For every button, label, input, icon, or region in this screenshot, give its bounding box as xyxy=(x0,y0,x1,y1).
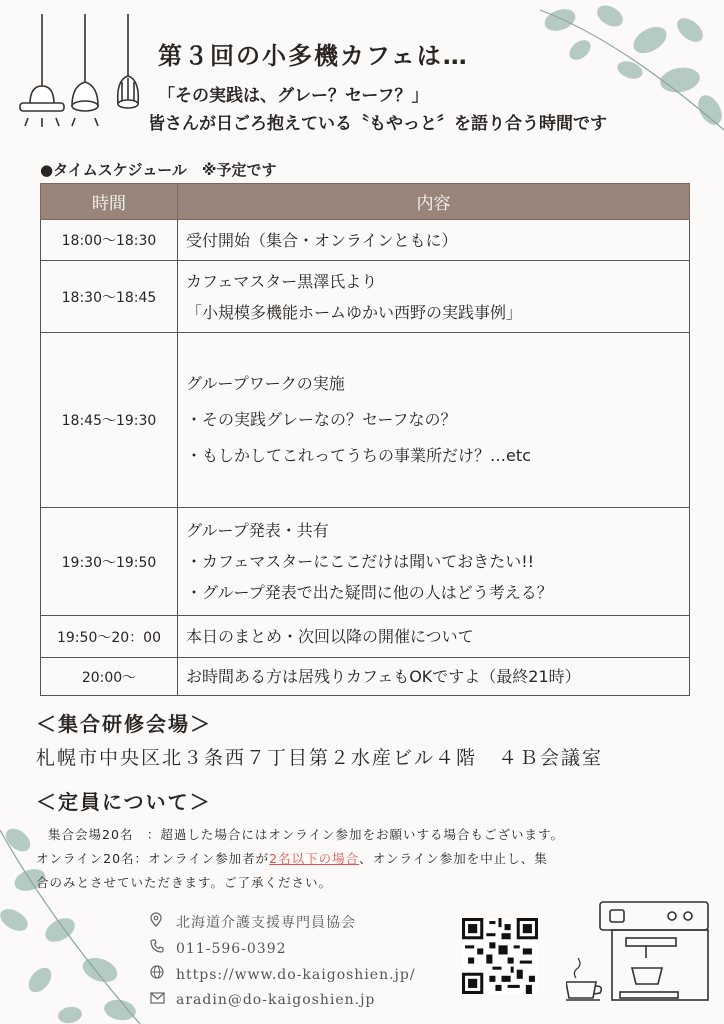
content-line: 「小規模多機能ホームゆかい西野の実践事例」 xyxy=(186,302,523,322)
table-header-row xyxy=(41,184,690,220)
subtitle-description: 皆さんが日ごろ抱えている〝もやっと〞を語り合う時間です xyxy=(148,114,607,134)
row-content xyxy=(178,508,690,616)
row-time: 20:00〜 xyxy=(41,658,178,696)
row-content xyxy=(178,220,690,261)
content-line: ・もしかしてこれってうちの事業所だけ？…etc xyxy=(186,446,531,465)
phone-icon xyxy=(150,939,168,957)
row-time: 18:30〜18:45 xyxy=(41,261,178,333)
capacity-line xyxy=(36,847,688,871)
content-line: ・グループ発表で出た疑問に他の人はどう考える？ xyxy=(186,583,553,602)
capacity-text-segment: オンライン20名：オンライン参加者が xyxy=(36,851,270,866)
table-row xyxy=(41,261,690,333)
table-row xyxy=(41,658,690,696)
row-content xyxy=(178,658,690,696)
table-row xyxy=(41,508,690,616)
capacity-line: 集合会場20名 ：超過した場合にはオンライン参加をお願いする場合もございます。 xyxy=(48,827,565,842)
row-time: 19:30〜19:50 xyxy=(41,508,178,616)
row-time: 18:00〜18:30 xyxy=(41,220,178,261)
qr-code[interactable] xyxy=(462,918,538,994)
table-row xyxy=(41,616,690,658)
content-line: カフェマスター黒澤氏より xyxy=(186,271,378,291)
capacity-line: 合のみとさせていただきます。ご了承ください。 xyxy=(36,875,333,890)
contact-website xyxy=(150,965,416,983)
capacity-highlight: 2名以下の場合 xyxy=(269,851,360,866)
column-header-time: 時間 xyxy=(41,184,178,220)
website-url[interactable]: https://www.do-kaigoshien.jp/ xyxy=(176,967,416,983)
page-title: 第３回の小多機カフェは… xyxy=(158,42,469,70)
email-address[interactable]: aradin@do-kaigoshien.jp xyxy=(176,992,376,1008)
location-pin-icon xyxy=(150,912,168,931)
subtitle-question: 「その実践は、グレー？セーフ？」 xyxy=(158,86,429,106)
contact-email xyxy=(150,992,375,1008)
organization-name: 北海道介護支援専門員協会 xyxy=(176,915,356,931)
coffee-machine-illustration xyxy=(566,898,716,1008)
contact-phone xyxy=(150,939,287,957)
row-content xyxy=(178,333,690,508)
row-time: 19:50〜20：00 xyxy=(41,616,178,658)
row-content xyxy=(178,616,690,658)
content-line: 本日のまとめ・次回以降の開催について xyxy=(186,627,474,646)
content-line: 受付開始（集合・オンラインともに） xyxy=(186,230,458,250)
mail-icon xyxy=(150,992,168,1008)
capacity-text xyxy=(36,823,688,895)
content-line: ・カフェマスターにここだけは聞いておきたい!! xyxy=(186,552,535,571)
globe-icon xyxy=(150,965,168,983)
pendant-lamps-illustration xyxy=(12,14,152,129)
phone-number: 011-596-0392 xyxy=(176,941,287,957)
table-row xyxy=(41,220,690,261)
row-time: 18:45〜19:30 xyxy=(41,333,178,508)
content-line: ・その実践グレーなの？セーフなの？ xyxy=(186,410,457,429)
venue-address: 札幌市中央区北３条西７丁目第２水産ビル４階 ４Ｂ会議室 xyxy=(36,747,604,769)
column-header-content: 内容 xyxy=(178,184,690,220)
content-line: グループワークの実施 xyxy=(186,374,345,393)
schedule-label: ●タイムスケジュール ※予定です xyxy=(40,161,277,179)
content-line: グループ発表・共有 xyxy=(186,521,329,540)
capacity-heading: ＜定員について＞ xyxy=(36,790,212,814)
schedule-table xyxy=(40,183,690,696)
contact-organization xyxy=(150,912,356,932)
table-row xyxy=(41,333,690,508)
capacity-text-segment: 、オンライン参加を中止し、集 xyxy=(359,851,548,866)
venue-heading: ＜集合研修会場＞ xyxy=(36,712,212,736)
content-line: お時間ある方は居残りカフェもOKですよ（最終21時） xyxy=(186,667,581,686)
row-content xyxy=(178,261,690,333)
